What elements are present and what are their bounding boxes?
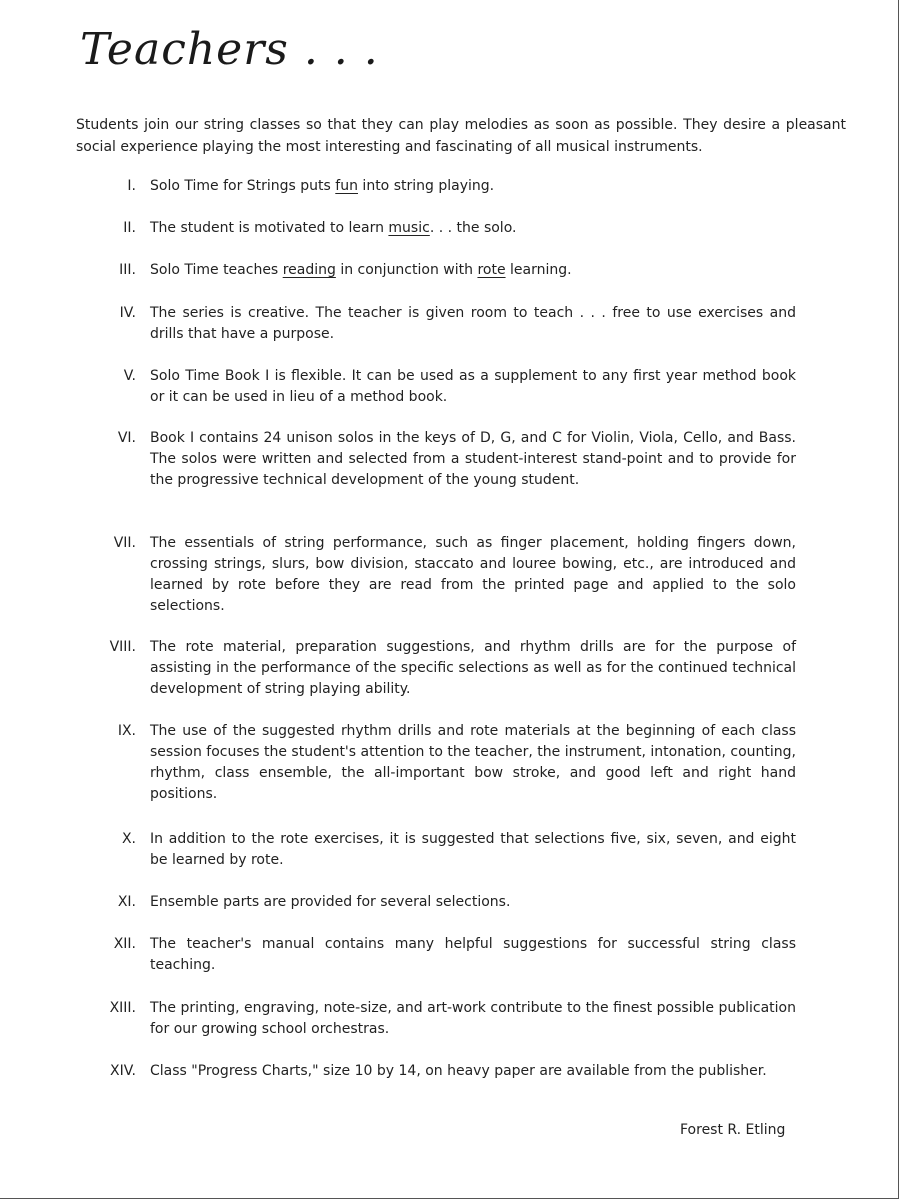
item-numeral: XIII. [109, 1000, 136, 1016]
underlined-word: rote [477, 262, 506, 278]
item-text [150, 934, 796, 976]
underlined-word: fun [335, 178, 358, 194]
item-text [150, 303, 796, 345]
item-numeral: XIV. [110, 1063, 136, 1079]
item-text [150, 998, 796, 1040]
text-segment: The use of the suggested rhythm drills and rote materials at the beginning of each class session focuses the student's attention to the teacher, the instrument, intonation, counting, rhythm, class ensemble, the all-important bow stroke, and good left and right hand positions. [150, 723, 796, 802]
intro-paragraph: Students join our string classes so that they can play melodies as soon as possible. They desire a pleasant social experience playing the most interesting and fascinating of all musical instruments. [76, 117, 846, 155]
text-segment: The teacher's manual contains many helpful suggestions for successful string class teaching. [150, 936, 796, 973]
text-segment: Book I contains 24 unison solos in the keys of D, G, and C for Violin, Viola, Cello, and Bass. The solos were written and selected from a student-interest stand-point and to provide for the progressive technical development of the young student. [150, 430, 796, 488]
text-segment: . . . the solo. [429, 220, 517, 236]
item-text [150, 533, 796, 617]
text-segment: The printing, engraving, note-size, and art-work contribute to the finest possible publication for our growing school orchestras. [150, 1000, 796, 1037]
item-numeral: III. [119, 262, 136, 278]
text-segment: The essentials of string performance, such as finger placement, holding fingers down, crossing strings, slurs, bow division, staccato and louree bowing, etc., are introduced and learned by rote before they are read from the printed page and applied to the solo selections. [150, 535, 796, 614]
text-segment: into string playing. [357, 178, 495, 194]
underlined-word: reading [282, 262, 336, 278]
text-segment: The rote material, preparation suggestions, and rhythm drills are for the purpose of assisting in the performance of the specific selections as well as for the continued technical development of string playing ability. [150, 639, 796, 697]
item-numeral: V. [123, 368, 136, 384]
item-text [150, 428, 796, 491]
text-segment: Solo Time teaches [150, 262, 283, 278]
item-numeral: VIII. [109, 639, 136, 655]
item-numeral: II. [123, 220, 136, 236]
text-segment: Solo Time for Strings puts [150, 178, 336, 194]
text-segment: The series is creative. The teacher is given room to teach . . . free to use exercises and drills that have a purpose. [150, 305, 796, 342]
text-segment: The student is motivated to learn [150, 220, 389, 236]
item-numeral: XI. [117, 894, 136, 910]
item-numeral: IX. [117, 723, 136, 739]
item-numeral: I. [127, 178, 136, 194]
item-text [150, 1061, 796, 1082]
item-text [150, 637, 796, 700]
item-numeral: VII. [113, 535, 136, 551]
text-segment: Solo Time Book I is flexible. It can be used as a supplement to any first year method book or it can be used in lieu of a method book. [150, 368, 796, 405]
item-numeral: VI. [117, 430, 136, 446]
text-segment: in conjunction with [335, 262, 478, 278]
page-title: Teachers . . . [80, 24, 379, 75]
item-numeral: X. [121, 831, 136, 847]
item-text [150, 176, 796, 197]
item-numeral: IV. [119, 305, 136, 321]
item-text [150, 260, 796, 281]
underlined-word: music [388, 220, 430, 236]
item-text [150, 829, 796, 871]
text-segment: learning. [505, 262, 572, 278]
item-text [150, 892, 796, 913]
item-text [150, 366, 796, 408]
text-segment: Ensemble parts are provided for several selections. [150, 894, 511, 910]
text-segment: Class "Progress Charts," size 10 by 14, on heavy paper are available from the publisher. [150, 1063, 767, 1079]
item-numeral: XII. [113, 936, 136, 952]
item-text [150, 218, 796, 239]
item-text [150, 721, 796, 805]
author-signature: Forest R. Etling [680, 1122, 786, 1138]
text-segment: In addition to the rote exercises, it is suggested that selections five, six, seven, and eight be learned by rote. [150, 831, 796, 868]
